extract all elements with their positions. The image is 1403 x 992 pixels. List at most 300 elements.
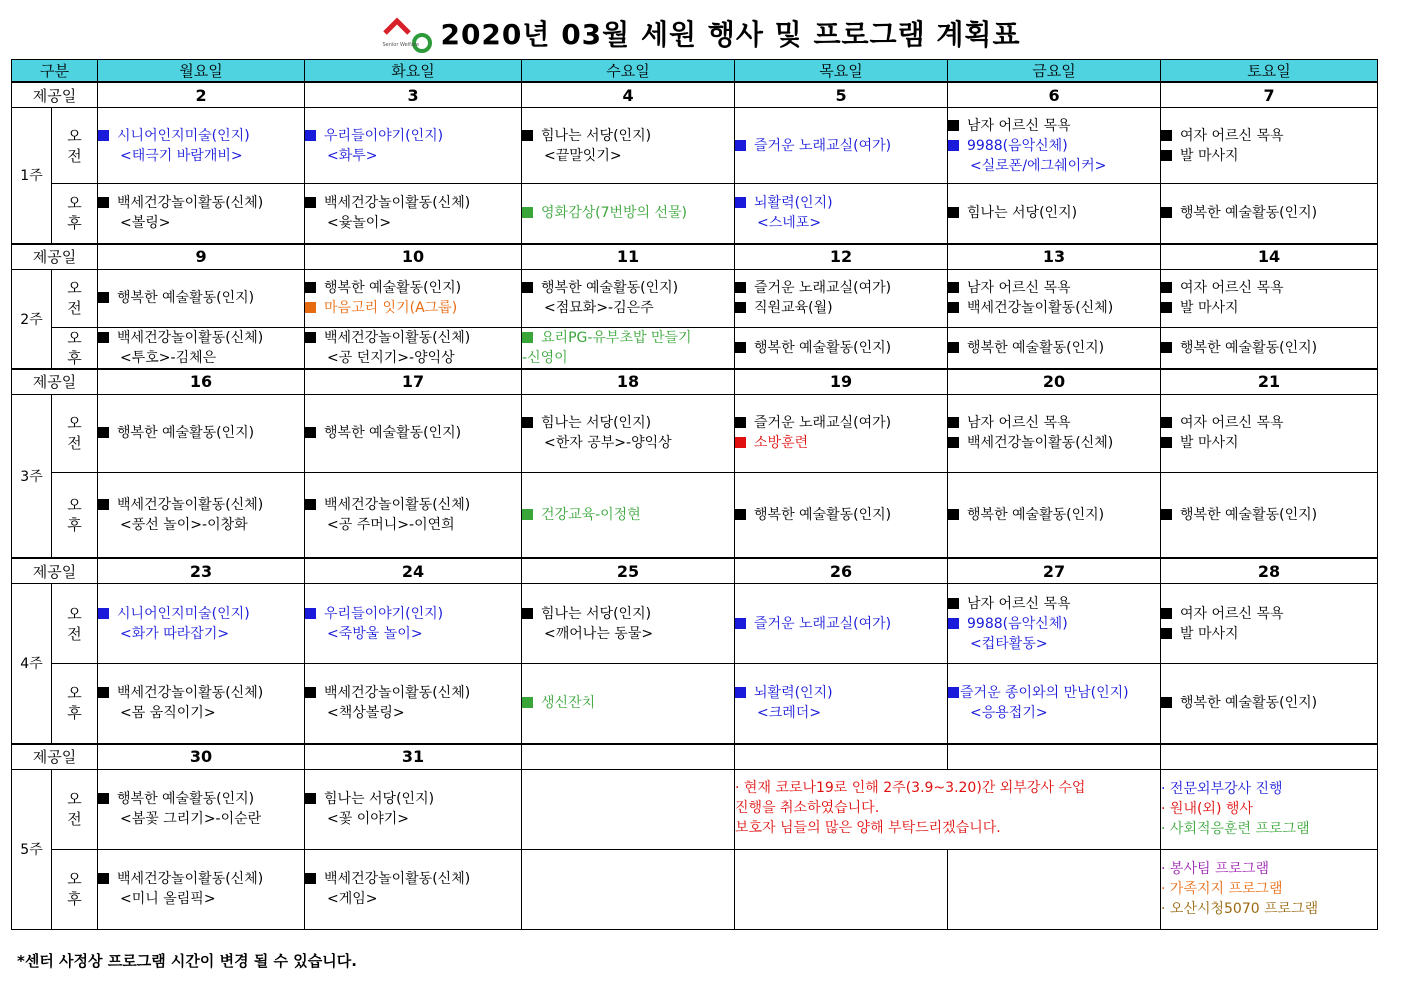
program-text: 건강교육-이정현 <box>541 506 641 523</box>
square-bullet-icon <box>305 687 316 698</box>
square-bullet-icon <box>522 207 533 218</box>
program-text: <죽방울 놀이> <box>327 625 423 642</box>
week-label: 5주 <box>12 769 52 929</box>
square-bullet-icon <box>1161 207 1172 218</box>
program-line <box>98 683 304 703</box>
am-program-cell <box>98 584 305 664</box>
square-bullet-icon <box>305 282 316 293</box>
program-text: 우리들이야기(인지) <box>324 605 444 622</box>
program-text: 즐거운 노래교실(여가) <box>754 137 892 154</box>
am-program-cell <box>948 269 1161 327</box>
program-text: 행복한 예술활동(인지) <box>324 425 462 441</box>
program-line <box>522 604 734 624</box>
program-text: 여자 어르신 목욕 <box>1180 605 1284 622</box>
am-label-char: 오 <box>67 126 82 145</box>
am-program-cell <box>522 584 735 664</box>
am-program-cell <box>98 769 305 849</box>
square-bullet-icon <box>305 332 316 343</box>
program-line <box>948 298 1160 318</box>
date-cell: 30 <box>98 744 305 770</box>
date-cell: 28 <box>1161 558 1378 584</box>
program-text: 백세건강놀이활동(신체) <box>117 496 264 513</box>
square-bullet-icon <box>305 793 316 804</box>
page-title: 2020년 03월 세원 행사 및 프로그램 계획표 <box>440 18 1021 51</box>
program-line <box>98 328 304 348</box>
program-line <box>1161 433 1377 453</box>
program-text: 여자 어르신 목욕 <box>1180 415 1284 431</box>
pm-program-cell <box>98 664 305 744</box>
program-line <box>948 634 1160 654</box>
pm-label-char: 오 <box>67 328 82 347</box>
program-line <box>948 614 1160 634</box>
program-line <box>305 328 521 348</box>
am-program-cell <box>948 584 1161 664</box>
program-line <box>522 278 734 298</box>
program-line <box>98 515 304 535</box>
program-text: 힘나는 서당(인지) <box>324 791 435 807</box>
square-bullet-icon <box>948 207 959 218</box>
am-row <box>12 108 1378 184</box>
program-line <box>305 869 521 889</box>
program-line <box>522 146 734 166</box>
program-text: <응용접기> <box>970 705 1048 722</box>
program-line <box>305 889 521 909</box>
program-text: 백세건강놀이활동(신체) <box>324 329 471 346</box>
program-line <box>948 338 1160 358</box>
schedule-table <box>11 59 1378 930</box>
am-label <box>52 394 98 472</box>
program-line <box>735 298 947 318</box>
square-bullet-icon <box>522 282 533 293</box>
am-program-cell <box>1161 584 1378 664</box>
week-label: 1주 <box>12 108 52 244</box>
pm-label <box>52 472 98 558</box>
square-bullet-icon <box>1161 130 1172 141</box>
program-text: 즐거운 노래교실(여가) <box>754 615 892 632</box>
date-cell: 7 <box>1161 82 1378 108</box>
program-text: <한자 공부>-양익상 <box>544 435 672 451</box>
pm-label <box>52 327 98 369</box>
program-text: 행복한 예술활동(인지) <box>967 339 1105 356</box>
program-line <box>305 515 521 535</box>
program-line <box>305 213 521 233</box>
date-cell: 14 <box>1161 244 1378 270</box>
legend-item: · 봉사팀 프로그램 <box>1161 861 1270 877</box>
square-bullet-icon <box>735 687 746 698</box>
week-label: 2주 <box>12 269 52 369</box>
square-bullet-icon <box>1161 150 1172 161</box>
program-line <box>98 869 304 889</box>
program-line <box>948 116 1160 136</box>
pm-label-char: 오 <box>67 684 82 703</box>
program-line <box>98 604 304 624</box>
pm-program-cell <box>735 664 948 744</box>
program-line <box>522 433 734 453</box>
am-label-char: 오 <box>67 790 82 808</box>
am-program-cell <box>1161 394 1378 472</box>
program-line <box>1161 505 1377 525</box>
program-line <box>948 703 1160 723</box>
square-bullet-icon <box>305 608 316 619</box>
am-label-char: 오 <box>67 414 82 432</box>
program-text: 발 마사지 <box>1180 625 1239 642</box>
square-bullet-icon <box>948 437 959 448</box>
program-line <box>98 495 304 515</box>
date-cell: 24 <box>305 558 522 584</box>
program-text: 마음고리 잇기(A그룹) <box>324 300 458 316</box>
pm-row <box>12 327 1378 369</box>
square-bullet-icon <box>305 873 316 884</box>
program-line <box>305 193 521 213</box>
program-text: 즐거운 종이와의 만남(인지) <box>960 685 1129 702</box>
pm-row <box>12 664 1378 744</box>
pm-program-cell <box>1161 664 1378 744</box>
pm-program-cell <box>305 472 522 558</box>
program-line <box>1161 298 1377 318</box>
program-line <box>1161 604 1377 624</box>
am-program-cell <box>522 108 735 184</box>
date-cell <box>522 744 735 770</box>
pm-row <box>12 184 1378 244</box>
pm-label <box>52 664 98 744</box>
date-cell: 16 <box>98 369 305 395</box>
program-line <box>305 423 521 443</box>
square-bullet-icon <box>522 417 533 428</box>
program-line <box>305 624 521 644</box>
pm-program-cell <box>948 327 1161 369</box>
legend-item: · 전문외부강사 진행 <box>1161 781 1283 797</box>
program-line <box>735 413 947 433</box>
square-bullet-icon <box>1161 282 1172 293</box>
square-bullet-icon <box>948 598 959 609</box>
pm-label-char: 후 <box>67 704 82 723</box>
am-program-cell <box>735 584 948 664</box>
square-bullet-icon <box>522 697 533 708</box>
program-line <box>735 193 947 213</box>
pm-program-cell <box>735 849 948 929</box>
program-text: 남자 어르신 목욕 <box>967 117 1071 134</box>
program-text: <화가 따라잡기> <box>120 625 230 642</box>
program-text: 백세건강놀이활동(신체) <box>967 435 1114 451</box>
square-bullet-icon <box>522 509 533 520</box>
program-line <box>735 703 947 723</box>
page-header <box>0 8 1403 58</box>
provided-label: 제공일 <box>12 744 98 770</box>
program-text: 즐거운 노래교실(여가) <box>754 415 892 431</box>
program-text: 여자 어르신 목욕 <box>1180 127 1284 144</box>
date-cell <box>948 744 1161 770</box>
pm-program-cell <box>522 472 735 558</box>
pm-label-char: 후 <box>67 214 82 233</box>
pm-program-cell <box>522 184 735 244</box>
program-line <box>305 495 521 515</box>
date-cell: 13 <box>948 244 1161 270</box>
program-text: <실로폰/에그쉐이커> <box>970 157 1107 174</box>
program-line <box>305 298 521 318</box>
pm-label <box>52 849 98 929</box>
header-category: 구분 <box>12 60 98 83</box>
program-text: 9988(음악신체) <box>967 615 1068 632</box>
square-bullet-icon <box>948 687 959 698</box>
pm-program-cell <box>98 327 305 369</box>
date-row <box>12 558 1378 584</box>
program-text: <볼링> <box>120 215 171 232</box>
program-line <box>305 126 521 146</box>
am-row <box>12 769 1378 849</box>
program-text: 뇌활력(인지) <box>754 685 833 702</box>
pm-program-cell <box>948 664 1161 744</box>
pm-program-cell <box>522 664 735 744</box>
program-line <box>735 338 947 358</box>
am-program-cell <box>305 108 522 184</box>
notice-line: 보호자 님들의 많은 양해 부탁드리겠습니다. <box>735 819 1001 836</box>
program-line <box>305 789 521 809</box>
square-bullet-icon <box>1161 342 1172 353</box>
program-line <box>948 505 1160 525</box>
program-line <box>735 505 947 525</box>
square-bullet-icon <box>305 130 316 141</box>
square-bullet-icon <box>735 618 746 629</box>
date-row <box>12 744 1378 770</box>
week-label: 4주 <box>12 584 52 744</box>
program-line <box>735 433 947 453</box>
program-line <box>735 278 947 298</box>
legend-item: · 사회적응훈련 프로그램 <box>1161 821 1310 837</box>
program-text: 백세건강놀이활동(신체) <box>117 871 264 887</box>
am-label-char: 전 <box>67 810 82 828</box>
pm-program-cell <box>98 184 305 244</box>
header-monday: 월요일 <box>98 60 305 83</box>
square-bullet-icon <box>305 499 316 510</box>
footnote: *센터 사정상 프로그램 시간이 변경 될 수 있습니다. <box>17 952 357 970</box>
legend-item: · 가족지지 프로그램 <box>1161 881 1283 897</box>
program-text: <게임> <box>327 891 378 907</box>
program-text: 백세건강놀이활동(신체) <box>324 871 471 887</box>
program-line <box>735 683 947 703</box>
pm-program-cell <box>522 327 735 369</box>
am-label <box>52 269 98 327</box>
program-line <box>522 203 734 223</box>
program-text: 우리들이야기(인지) <box>324 127 444 144</box>
square-bullet-icon <box>948 120 959 131</box>
program-text: 백세건강놀이활동(신체) <box>324 685 471 702</box>
square-bullet-icon <box>305 197 316 208</box>
square-bullet-icon <box>522 332 533 343</box>
am-program-cell <box>522 394 735 472</box>
date-row <box>12 244 1378 270</box>
pm-program-cell <box>735 184 948 244</box>
date-cell: 4 <box>522 82 735 108</box>
pm-program-cell <box>1161 184 1378 244</box>
square-bullet-icon <box>98 197 109 208</box>
pm-label-char: 오 <box>67 870 82 888</box>
pm-program-cell <box>1161 327 1378 369</box>
date-cell: 21 <box>1161 369 1378 395</box>
am-label-char: 오 <box>67 604 82 623</box>
pm-program-cell <box>948 472 1161 558</box>
am-label-char: 전 <box>67 434 82 452</box>
square-bullet-icon <box>98 687 109 698</box>
program-text: 행복한 예술활동(인지) <box>754 339 892 356</box>
header-tuesday: 화요일 <box>305 60 522 83</box>
week-label: 3주 <box>12 394 52 558</box>
program-text: <공 주머니>-이연희 <box>327 516 455 533</box>
pm-program-cell <box>522 849 735 929</box>
pm-program-cell <box>98 849 305 929</box>
square-bullet-icon <box>948 618 959 629</box>
program-line <box>522 298 734 318</box>
program-line <box>98 288 304 308</box>
program-line <box>522 624 734 644</box>
program-line <box>1161 146 1377 166</box>
square-bullet-icon <box>98 292 109 303</box>
pm-program-cell <box>948 184 1161 244</box>
program-text: 요리PG-유부초밥 만들기 <box>541 329 692 346</box>
date-cell: 20 <box>948 369 1161 395</box>
program-line <box>1161 413 1377 433</box>
program-line <box>1161 126 1377 146</box>
pm-program-cell <box>305 849 522 929</box>
program-line <box>98 348 304 368</box>
program-line <box>522 348 734 368</box>
square-bullet-icon <box>735 342 746 353</box>
program-text: <끝말잇기> <box>544 147 622 164</box>
pm-program-cell <box>1161 472 1378 558</box>
program-line <box>948 413 1160 433</box>
provided-label: 제공일 <box>12 244 98 270</box>
am-label-char: 전 <box>67 299 82 317</box>
am-program-cell <box>948 394 1161 472</box>
program-line <box>735 213 947 233</box>
program-line <box>1161 278 1377 298</box>
program-line <box>305 278 521 298</box>
pm-row <box>12 472 1378 558</box>
program-text: 남자 어르신 목욕 <box>967 595 1071 612</box>
program-line <box>522 413 734 433</box>
square-bullet-icon <box>305 302 316 313</box>
square-bullet-icon <box>98 332 109 343</box>
program-text: 백세건강놀이활동(신체) <box>967 300 1114 316</box>
am-program-cell <box>948 108 1161 184</box>
pm-label-char: 후 <box>67 515 82 534</box>
am-program-cell <box>305 394 522 472</box>
square-bullet-icon <box>1161 697 1172 708</box>
provided-label: 제공일 <box>12 369 98 395</box>
program-text: 행복한 예술활동(인지) <box>967 506 1105 523</box>
program-text: 행복한 예술활동(인지) <box>754 506 892 523</box>
program-text: 영화감상(7번방의 선물) <box>541 205 688 222</box>
program-text: 여자 어르신 목욕 <box>1180 280 1284 296</box>
program-line <box>522 505 734 525</box>
program-text: 남자 어르신 목욕 <box>967 280 1071 296</box>
program-text: 행복한 예술활동(인지) <box>1180 695 1318 712</box>
pm-program-cell <box>735 327 948 369</box>
program-line <box>98 423 304 443</box>
am-label <box>52 584 98 664</box>
square-bullet-icon <box>735 417 746 428</box>
program-line <box>305 146 521 166</box>
date-row <box>12 369 1378 395</box>
square-bullet-icon <box>735 302 746 313</box>
program-text: 힘나는 서당(인지) <box>541 605 652 622</box>
date-cell: 11 <box>522 244 735 270</box>
pm-row <box>12 849 1378 929</box>
pm-label-char: 후 <box>67 890 82 908</box>
pm-label-char: 후 <box>67 348 82 367</box>
program-text: <태극기 바람개비> <box>120 147 243 164</box>
program-line <box>948 156 1160 176</box>
pm-program-cell <box>948 849 1161 929</box>
date-cell: 6 <box>948 82 1161 108</box>
pm-label-char: 오 <box>67 495 82 514</box>
date-cell: 10 <box>305 244 522 270</box>
program-line <box>98 624 304 644</box>
square-bullet-icon <box>1161 437 1172 448</box>
program-text: 행복한 예술활동(인지) <box>324 280 462 296</box>
program-line <box>305 703 521 723</box>
square-bullet-icon <box>948 140 959 151</box>
program-line <box>98 703 304 723</box>
program-text: <윷놀이> <box>327 215 392 232</box>
program-text: <투호>-김체은 <box>120 349 217 366</box>
color-legend <box>1161 769 1378 849</box>
pm-program-cell <box>305 184 522 244</box>
square-bullet-icon <box>1161 302 1172 313</box>
am-row <box>12 584 1378 664</box>
program-text: 힘나는 서당(인지) <box>541 415 652 431</box>
legend-item: · 원내(외) 행사 <box>1161 801 1253 817</box>
date-cell: 31 <box>305 744 522 770</box>
logo-text: Senior Welfare <box>382 42 419 48</box>
program-text: <스네포> <box>757 215 822 232</box>
am-label <box>52 108 98 184</box>
covid-notice <box>735 769 1161 849</box>
program-text: 백세건강놀이활동(신체) <box>324 195 471 212</box>
date-cell: 25 <box>522 558 735 584</box>
program-text: <공 던지기>-양익상 <box>327 349 455 366</box>
square-bullet-icon <box>98 499 109 510</box>
program-text: <몸 움직이기> <box>120 705 216 722</box>
am-program-cell <box>98 108 305 184</box>
program-text: 백세건강놀이활동(신체) <box>117 329 264 346</box>
square-bullet-icon <box>98 130 109 141</box>
date-cell: 2 <box>98 82 305 108</box>
date-cell: 9 <box>98 244 305 270</box>
program-line <box>1161 693 1377 713</box>
program-text: 9988(음악신체) <box>967 137 1068 154</box>
date-cell: 19 <box>735 369 948 395</box>
program-line <box>948 278 1160 298</box>
program-text: <크레더> <box>757 705 822 722</box>
date-cell: 5 <box>735 82 948 108</box>
am-program-cell <box>305 584 522 664</box>
date-cell <box>735 744 948 770</box>
square-bullet-icon <box>98 427 109 438</box>
square-bullet-icon <box>948 282 959 293</box>
date-cell <box>1161 744 1378 770</box>
square-bullet-icon <box>948 302 959 313</box>
program-text: 행복한 예술활동(인지) <box>541 280 679 296</box>
program-line <box>948 433 1160 453</box>
program-text: 생신잔치 <box>541 695 596 712</box>
am-program-cell <box>1161 108 1378 184</box>
program-text: 행복한 예술활동(인지) <box>1180 205 1318 222</box>
square-bullet-icon <box>98 873 109 884</box>
program-text: 백세건강놀이활동(신체) <box>324 496 471 513</box>
square-bullet-icon <box>1161 417 1172 428</box>
program-text: <미니 올림픽> <box>120 891 216 907</box>
header-friday: 금요일 <box>948 60 1161 83</box>
